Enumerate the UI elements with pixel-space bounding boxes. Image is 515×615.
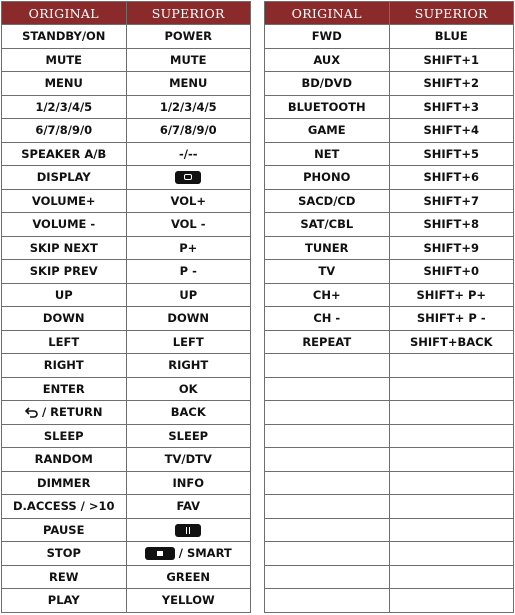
table-row [265, 72, 514, 96]
cell-text: YELLOW [161, 593, 215, 608]
cell-superior [389, 565, 514, 589]
cell-text: VOLUME - [32, 217, 96, 232]
table-row [2, 25, 251, 49]
cell-superior [389, 72, 514, 96]
cell-text: AUX [313, 52, 341, 67]
table-row [2, 377, 251, 401]
pause-keycap-icon [175, 524, 201, 537]
table-row [2, 589, 251, 613]
cell-original [265, 119, 390, 143]
cell-original [265, 283, 390, 307]
table-row [2, 401, 251, 425]
cell-text: BLUE [434, 29, 468, 44]
table-row [265, 589, 514, 613]
cell-original [265, 354, 390, 378]
cell-text: SLEEP [43, 428, 84, 443]
cell-superior [389, 377, 514, 401]
table-row [2, 518, 251, 542]
cell-superior [126, 25, 251, 49]
table-row [2, 495, 251, 519]
table-row [2, 471, 251, 495]
cell-original [2, 189, 127, 213]
cell-text: 1/2/3/4/5 [159, 99, 217, 114]
table-row [265, 260, 514, 284]
table-row [265, 565, 514, 589]
cell-text: SHIFT+3 [423, 99, 480, 114]
cell-text: REPEAT [302, 334, 352, 349]
cell-text: SACD/CD [298, 193, 356, 208]
cell-text: GREEN [166, 569, 211, 584]
cell-superior [389, 330, 514, 354]
cell-superior [389, 142, 514, 166]
table-row [2, 48, 251, 72]
cell-original [2, 283, 127, 307]
cell-original [265, 495, 390, 519]
table-row [265, 377, 514, 401]
cell-superior [126, 330, 251, 354]
cell-text: BLUETOOTH [287, 99, 366, 114]
table-row [2, 213, 251, 237]
cell-original [2, 518, 127, 542]
table-row [2, 565, 251, 589]
cell-text: PLAY [47, 593, 80, 608]
cell-text: VOL - [170, 217, 206, 232]
table-row [265, 142, 514, 166]
cell-text: BD/DVD [301, 76, 352, 91]
cell-text: MENU [169, 76, 208, 91]
cell-superior [126, 307, 251, 331]
cell-superior [389, 542, 514, 566]
cell-superior [126, 424, 251, 448]
cell-superior [389, 236, 514, 260]
cell-superior [389, 495, 514, 519]
cell-superior [126, 495, 251, 519]
table-row [2, 119, 251, 143]
cell-text: D.ACCESS / >10 [13, 499, 115, 514]
cell-original [265, 95, 390, 119]
cell-text: UP [54, 287, 73, 302]
table-row [265, 354, 514, 378]
cell-superior [389, 48, 514, 72]
cell-superior [126, 189, 251, 213]
cell-text: FWD [311, 29, 342, 44]
table-row [2, 260, 251, 284]
table-row [2, 283, 251, 307]
cell-superior [389, 401, 514, 425]
cell-text: SHIFT+ P - [416, 311, 486, 326]
cell-original [2, 25, 127, 49]
table-row [265, 119, 514, 143]
cell-text: DOWN [42, 311, 85, 326]
cell-text: CH+ [312, 287, 341, 302]
table-row [265, 213, 514, 237]
cell-superior [389, 119, 514, 143]
cell-text: TV [318, 264, 336, 279]
cell-text: FAV [176, 499, 201, 514]
cell-text: SHIFT+9 [423, 240, 480, 255]
cell-superior [389, 448, 514, 472]
cell-superior [389, 283, 514, 307]
cell-original [265, 424, 390, 448]
table-row [265, 495, 514, 519]
table-row [265, 518, 514, 542]
table-row [265, 542, 514, 566]
table-row [265, 448, 514, 472]
cell-original [265, 589, 390, 613]
cell-text: VOLUME+ [31, 193, 96, 208]
cell-text: SHIFT+7 [423, 193, 480, 208]
cell-original [265, 72, 390, 96]
cell-superior [126, 95, 251, 119]
cell-text: SPEAKER A/B [21, 146, 107, 161]
cell-text: POWER [164, 29, 213, 44]
cell-superior [126, 518, 251, 542]
cell-text: SHIFT+2 [423, 76, 480, 91]
cell-text: SHIFT+8 [423, 217, 480, 232]
cell-superior [389, 307, 514, 331]
cell-superior [389, 25, 514, 49]
cell-superior [389, 260, 514, 284]
cell-superior [126, 565, 251, 589]
mapping-table-right [264, 1, 514, 613]
cell-text: GAME [307, 123, 346, 138]
cell-original [265, 518, 390, 542]
cell-original [265, 236, 390, 260]
cell-text: / SMART [178, 546, 232, 561]
cell-original [265, 401, 390, 425]
cell-text: SHIFT+BACK [409, 334, 493, 349]
cell-original [2, 72, 127, 96]
cell-text: RANDOM [34, 452, 93, 467]
cell-superior [389, 424, 514, 448]
cell-text: SHIFT+4 [423, 123, 480, 138]
table-row [265, 401, 514, 425]
return-arrow-icon [25, 407, 39, 418]
cell-text: 6/7/8/9/0 [159, 123, 217, 138]
cell-original [265, 471, 390, 495]
table-row [2, 72, 251, 96]
header-row [265, 2, 514, 25]
cell-superior [126, 401, 251, 425]
cell-text: INFO [172, 475, 205, 490]
cell-superior [126, 260, 251, 284]
cell-superior [389, 166, 514, 190]
cell-superior [389, 471, 514, 495]
cell-text: TUNER [304, 240, 349, 255]
cell-superior [126, 236, 251, 260]
table-row [265, 307, 514, 331]
cell-original [2, 495, 127, 519]
header-superior: SUPERIOR [389, 2, 514, 25]
cell-text: DIMMER [37, 475, 91, 490]
cell-superior [126, 377, 251, 401]
cell-text: DOWN [167, 311, 210, 326]
cell-original [265, 142, 390, 166]
cell-superior [389, 589, 514, 613]
cell-original [2, 401, 127, 425]
cell-superior [389, 213, 514, 237]
header-original: ORIGINAL [2, 2, 127, 25]
table-row [265, 283, 514, 307]
mapping-table-left [1, 1, 251, 613]
cell-superior [389, 189, 514, 213]
cell-text: SHIFT+6 [423, 170, 480, 185]
cell-text: MUTE [170, 52, 207, 67]
cell-text: SLEEP [168, 428, 209, 443]
cell-superior [389, 95, 514, 119]
cell-original [2, 213, 127, 237]
cell-superior [126, 471, 251, 495]
cell-text: UP [179, 287, 198, 302]
cell-superior [126, 283, 251, 307]
cell-original [2, 542, 127, 566]
cell-text: -/-- [178, 146, 198, 161]
cell-superior [126, 119, 251, 143]
cell-text: RIGHT [168, 358, 209, 373]
header-original: ORIGINAL [265, 2, 390, 25]
cell-text: LEFT [48, 334, 80, 349]
table-row [265, 189, 514, 213]
table-row [265, 25, 514, 49]
table-row [2, 448, 251, 472]
cell-text: TV/DTV [164, 452, 212, 467]
cell-superior [126, 213, 251, 237]
table-row [2, 236, 251, 260]
stop-keycap-icon [145, 547, 175, 560]
cell-text: SKIP PREV [29, 264, 98, 279]
cell-text: NET [314, 146, 340, 161]
cell-original [2, 330, 127, 354]
table-row [265, 95, 514, 119]
table-row [265, 424, 514, 448]
cell-original [2, 589, 127, 613]
cell-original [2, 354, 127, 378]
cell-text: P - [179, 264, 197, 279]
cell-original [2, 448, 127, 472]
cell-text: MENU [44, 76, 83, 91]
cell-text: DISPLAY [36, 170, 91, 185]
cell-original [265, 448, 390, 472]
cell-original [2, 236, 127, 260]
cell-superior [126, 48, 251, 72]
cell-text: SHIFT+ P+ [416, 287, 487, 302]
cell-original [2, 471, 127, 495]
cell-original [2, 48, 127, 72]
cell-text: 1/2/3/4/5 [35, 99, 93, 114]
cell-original [2, 142, 127, 166]
table-row [265, 471, 514, 495]
table-row [265, 166, 514, 190]
cell-text: SHIFT+5 [423, 146, 480, 161]
cell-text: SHIFT+0 [423, 264, 480, 279]
table-row [2, 354, 251, 378]
cell-superior [126, 542, 251, 566]
cell-original [265, 189, 390, 213]
cell-superior [126, 448, 251, 472]
cell-text: LEFT [172, 334, 204, 349]
cell-original [265, 213, 390, 237]
cell-original [265, 377, 390, 401]
cell-text: SAT/CBL [300, 217, 354, 232]
table-row [265, 330, 514, 354]
cell-original [265, 48, 390, 72]
cell-text: SHIFT+1 [423, 52, 480, 67]
cell-text: 6/7/8/9/0 [35, 123, 93, 138]
cell-text: PHONO [303, 170, 351, 185]
cell-original [265, 330, 390, 354]
table-row [2, 542, 251, 566]
cell-text: BACK [170, 405, 206, 420]
cell-superior [389, 518, 514, 542]
cell-superior [126, 142, 251, 166]
header-row [2, 2, 251, 25]
cell-text: PAUSE [43, 522, 85, 537]
cell-superior [126, 589, 251, 613]
cell-text: VOL+ [170, 193, 206, 208]
table-row [265, 48, 514, 72]
cell-text: STANDBY/ON [22, 29, 106, 44]
cell-text: / RETURN [41, 405, 103, 420]
cell-text: MUTE [45, 52, 82, 67]
cell-original [265, 260, 390, 284]
cell-superior [389, 354, 514, 378]
cell-text: REW [49, 569, 79, 584]
table-row [265, 236, 514, 260]
cell-superior [126, 72, 251, 96]
cell-superior [126, 166, 251, 190]
table-row [2, 142, 251, 166]
cell-superior [126, 354, 251, 378]
cell-original [265, 166, 390, 190]
cell-original [265, 25, 390, 49]
cell-original [2, 307, 127, 331]
table-row [2, 307, 251, 331]
table-row [2, 189, 251, 213]
cell-original [265, 565, 390, 589]
cell-original [265, 307, 390, 331]
cell-original [2, 260, 127, 284]
cell-text: STOP [46, 546, 81, 561]
cell-text: RIGHT [43, 358, 84, 373]
cell-original [2, 377, 127, 401]
cell-text: SKIP NEXT [29, 240, 98, 255]
home-keycap-icon [175, 171, 201, 184]
cell-text: CH - [313, 311, 341, 326]
cell-original [2, 119, 127, 143]
table-row [2, 166, 251, 190]
table-row [2, 330, 251, 354]
cell-text: ENTER [42, 381, 85, 396]
table-row [2, 95, 251, 119]
cell-original [2, 565, 127, 589]
cell-original [2, 424, 127, 448]
table-row [2, 424, 251, 448]
header-superior: SUPERIOR [126, 2, 251, 25]
cell-original [2, 166, 127, 190]
cell-text: OK [178, 381, 198, 396]
cell-original [2, 95, 127, 119]
cell-text: P+ [179, 240, 198, 255]
cell-original [265, 542, 390, 566]
